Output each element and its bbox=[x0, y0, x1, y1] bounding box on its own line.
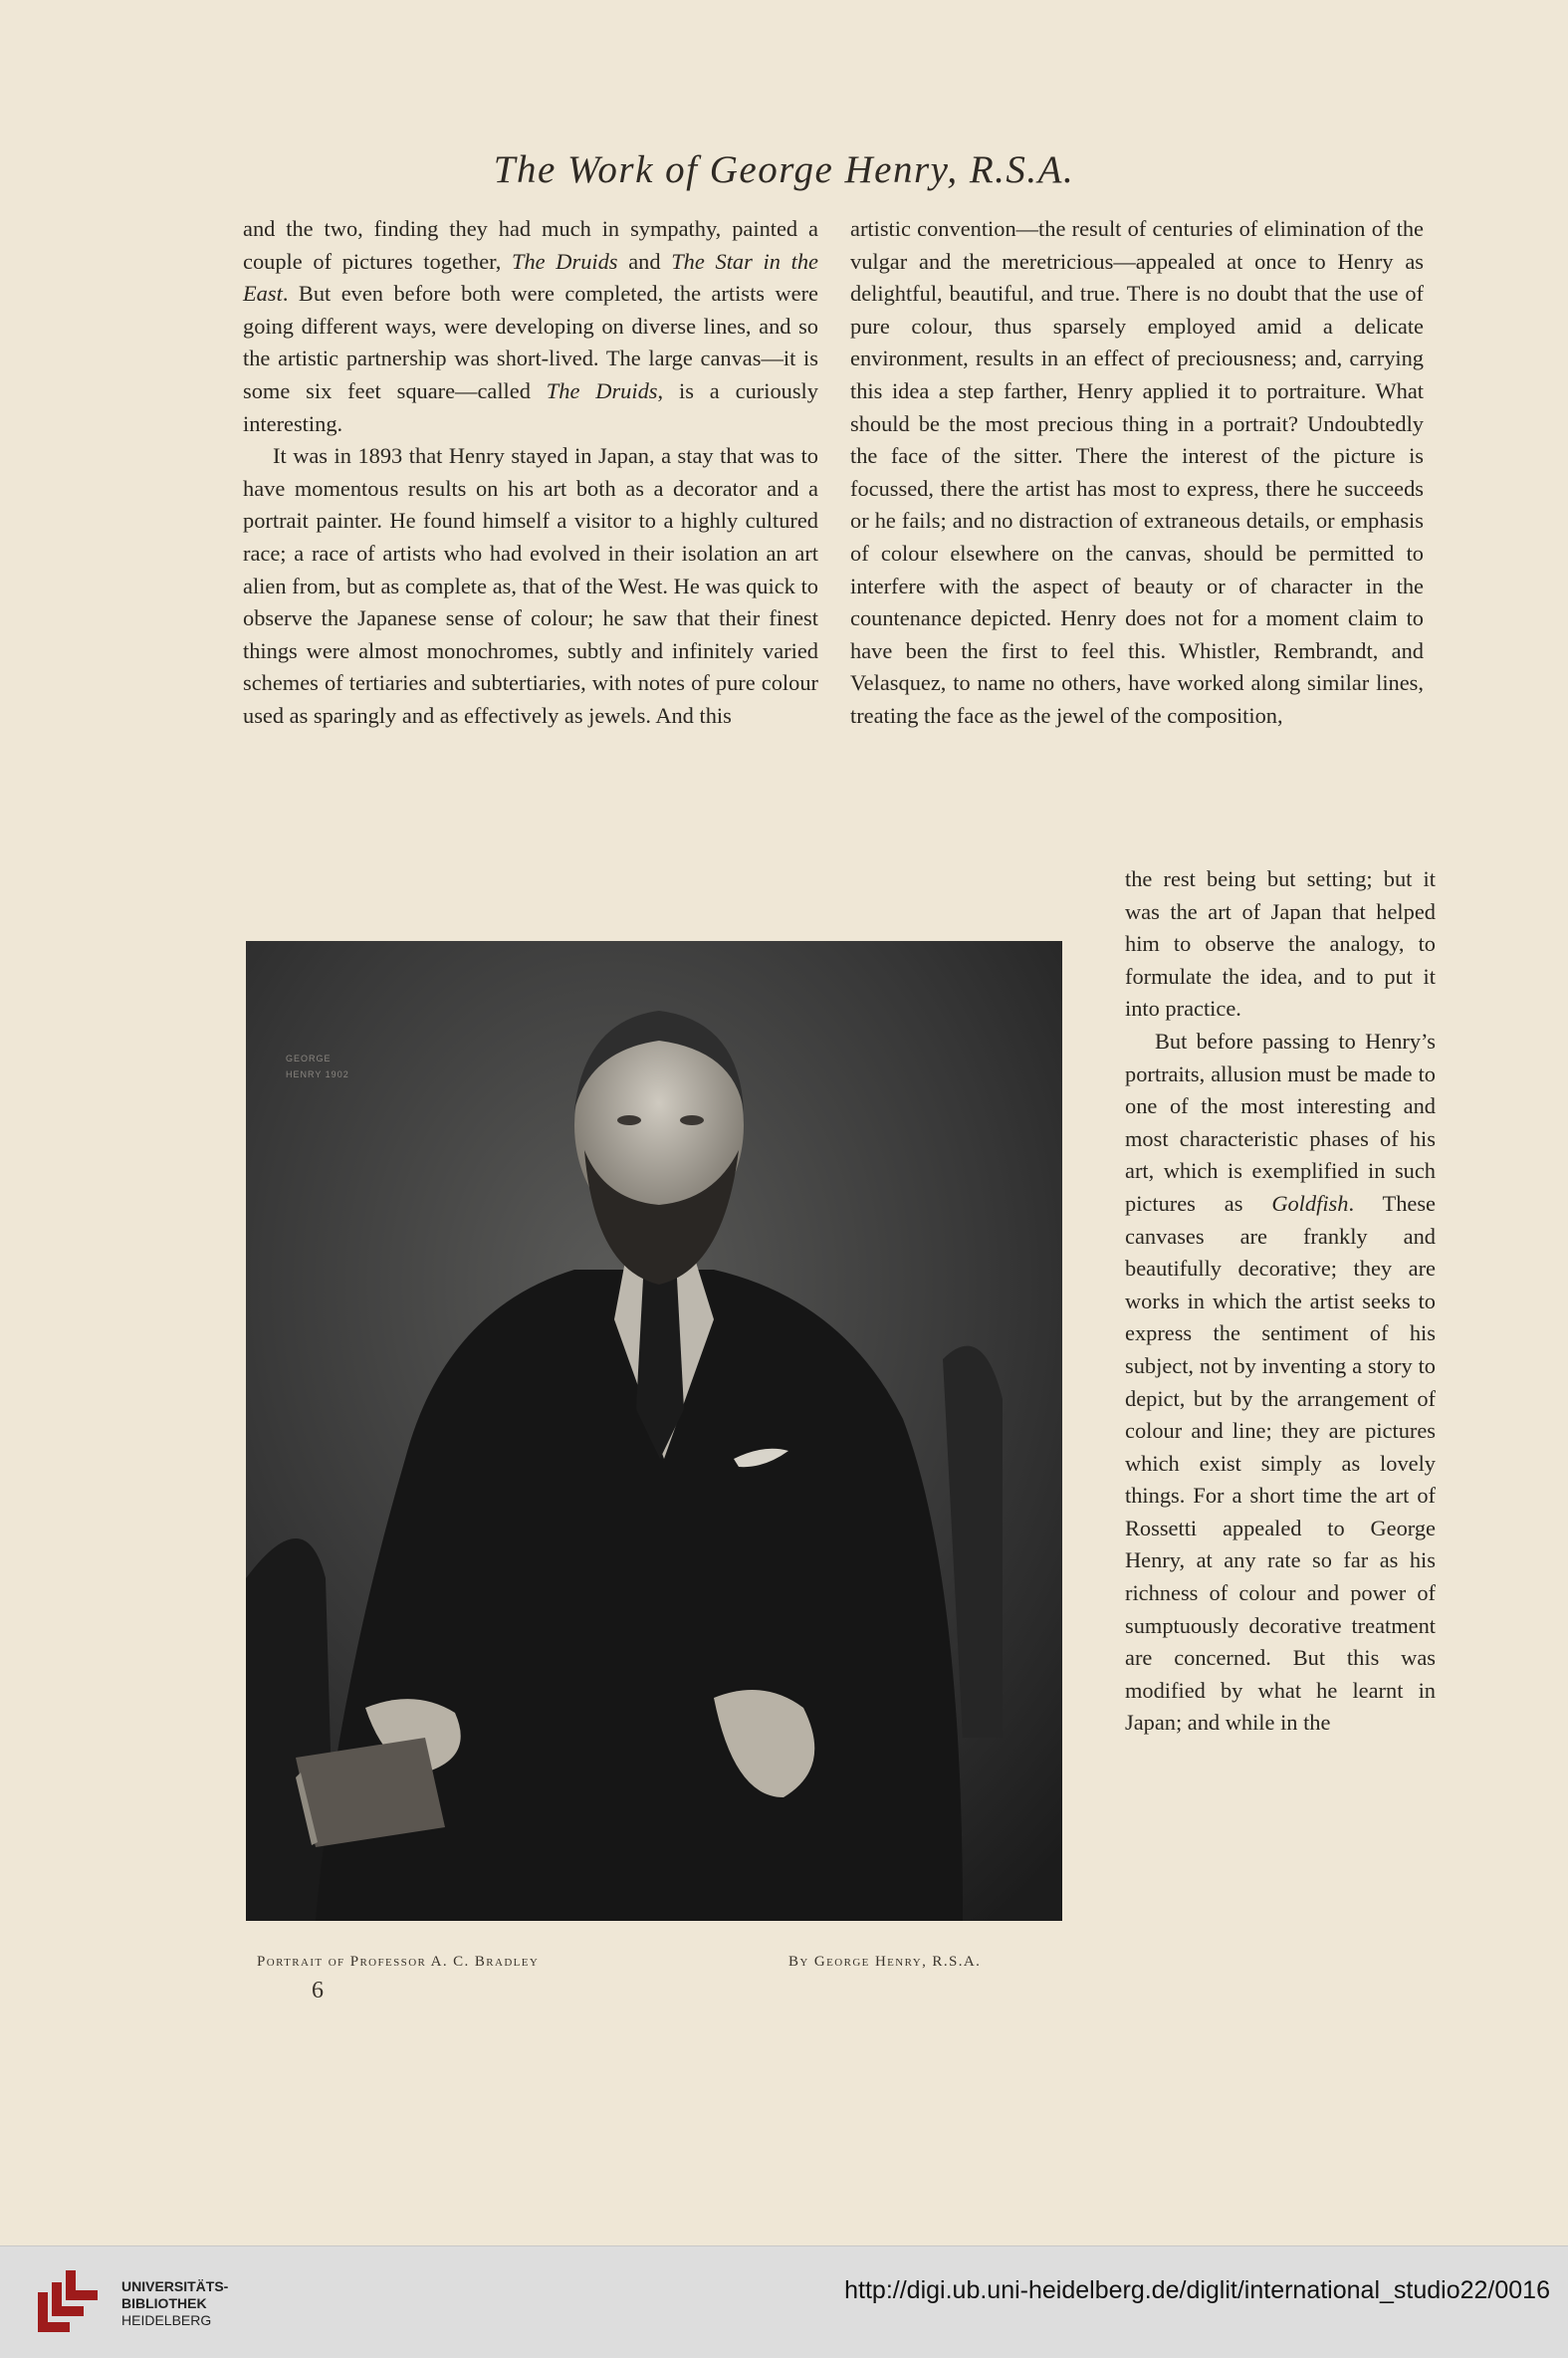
wrap-text-column bbox=[1125, 863, 1436, 1740]
paragraph: artistic convention—the result of centuries of elimination of the vulgar and the meretricious—appealed at once to Henry as delightful, beautiful, and true. There is no doubt that the use of pure colour, thus sparsely employed amid a delicate environment, results in an effect of preciousness; and, carrying this idea a step farther, Henry applied it to portraiture. What should be the most precious thing in a portrait? Undoubtedly the face of the sitter. There the interest of the picture is focussed, there the artist has most to express, there he succeeds or he fails; and no distraction of extraneous details, or emphasis of colour elsewhere on the canvas, should be permitted to interfere with the aspect of beauty or of character in the countenance depicted. Henry does not for a moment claim to have been the first to feel this. Whistler, Rembrandt, and Velasquez, to name no others, have worked along similar lines, treating the face as the jewel of the composition, bbox=[850, 216, 1424, 728]
source-url-link[interactable]: http://digi.ub.uni-heidelberg.de/diglit/international_studio22/0016 bbox=[844, 2276, 1550, 2304]
portrait-image bbox=[246, 941, 1062, 1921]
right-text-column bbox=[850, 213, 1424, 733]
paragraph: the rest being but setting; but it was the art of Japan that helped him to observe the analogy, to formulate the idea, and to put it into practice. bbox=[1125, 866, 1436, 1022]
paragraph: It was in 1893 that Henry stayed in Japan, a stay that was to have momentous results on his art both as a decorator and a portrait painter. He found himself a visitor to a highly cultured race; a race of artists who had evolved in their isolation an art alien from, but as complete as, that of the West. He was quick to observe the Japanese sense of colour; he saw that their finest things were almost monochromes, subtly and infinitely varied schemes of tertiaries and subtertiaries, with notes of pure colour used as sparingly and as effectively as jewels. And this bbox=[243, 443, 818, 728]
university-library-logo-icon bbox=[30, 2264, 112, 2340]
library-footer bbox=[0, 2245, 1568, 2358]
portrait-photograph bbox=[246, 941, 1062, 1921]
page-number: 6 bbox=[312, 1978, 324, 2004]
running-header: The Work of George Henry, R.S.A. bbox=[493, 148, 1075, 191]
left-text-column bbox=[243, 213, 818, 733]
library-name: UNIVERSITÄTS- BIBLIOTHEK HEIDELBERG bbox=[121, 2278, 229, 2328]
figure-caption-credit: By George Henry, R.S.A. bbox=[788, 1954, 982, 1970]
paragraph: and the two, finding they had much in sympathy, painted a couple of pictures together, The Druids and The Star in the East. But even before both were completed, the artists were going different ways, were developing on diverse lines, and so the artistic partnership was short-lived. The large canvas—it is some six feet square—called The Druids, is a curiously interesting. bbox=[243, 216, 818, 436]
paragraph: But before passing to Henry’s portraits, allusion must be made to one of the most interesting and most characteristic phases of his art, which is exemplified in such pictures as Goldfish. These canvases are frankly and beautifully decorative; they are works in which the artist seeks to express the sentiment of his subject, not by inventing a story to depict, but by the arrangement of colour and line; they are pictures which exist simply as lovely things. For a short time the art of Rossetti appealed to George Henry, at any rate so far as his richness of colour and power of sumptuously decorative treatment are concerned. But this was modified by what he learnt in Japan; and while in the bbox=[1125, 1028, 1436, 1736]
painting-signature: GEORGE HENRY 1902 bbox=[286, 1054, 349, 1079]
figure-caption-title: Portrait of Professor A. C. Bradley bbox=[257, 1954, 540, 1970]
